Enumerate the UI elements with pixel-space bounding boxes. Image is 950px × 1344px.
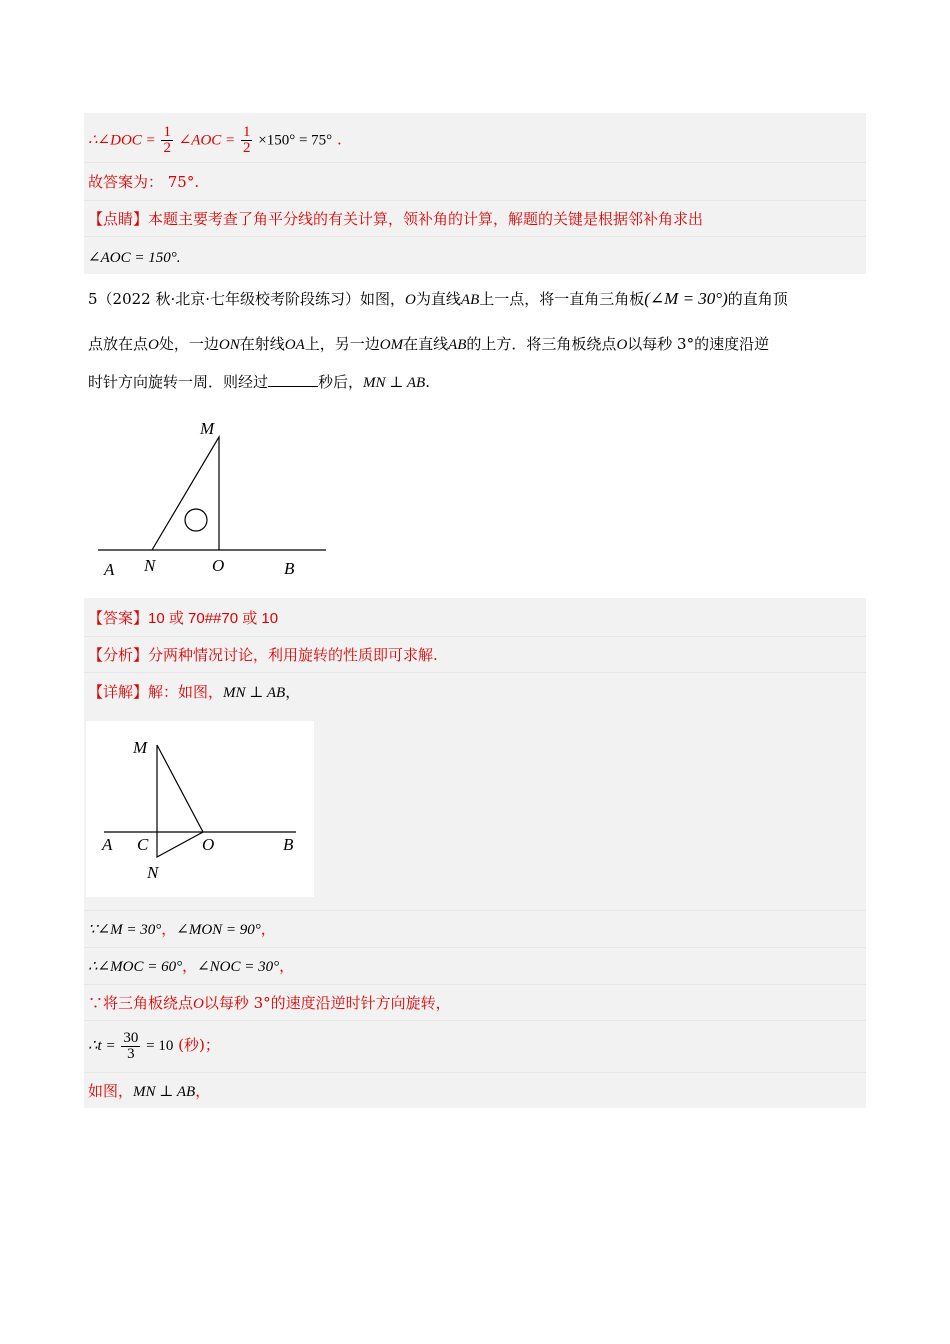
label-n: N <box>147 863 159 882</box>
label-a: A <box>102 835 113 854</box>
answer-blank[interactable] <box>268 372 318 387</box>
label-m: M <box>133 738 148 757</box>
step-3: ∵将三角板绕点O以每秒 3°的速度沿逆时针方向旋转， <box>88 994 451 1012</box>
step-4: ∴t = $\frac{30}{3}$ = 10 (秒)； <box>88 1029 220 1062</box>
divider <box>84 162 866 163</box>
step-1: ∵∠M = 30°，∠MON = 90°， <box>88 920 276 938</box>
label-o: O <box>202 835 215 854</box>
figure-rotated-triangle <box>86 721 314 897</box>
divider <box>84 1020 866 1021</box>
label-c: C <box>137 835 149 854</box>
step-5: 如图，MN ⊥ AB， <box>88 1082 211 1100</box>
label-b: B <box>283 835 294 854</box>
figure-triangle-ruler <box>90 415 335 585</box>
divider <box>84 947 866 948</box>
divider <box>84 984 866 985</box>
label-n: N <box>144 556 156 575</box>
fraction-30-3: $\frac{30}{3}$ <box>123 1029 139 1062</box>
question-line-1: 5（2022 秋·北京·七年级校考阶段练习）如图，O为直线AB上一点，将一直角三角板(∠M = 30°)的直角顶 <box>88 289 788 308</box>
divider <box>84 1072 866 1073</box>
divider <box>84 200 866 201</box>
fraction-half: $\frac{1}{2}$ <box>163 124 171 156</box>
question-number: 5 <box>88 290 98 308</box>
detail-line: 【详解】解：如图，MN ⊥ AB， <box>88 683 301 701</box>
analysis-line: 【分析】分两种情况讨论，利用旋转的性质即可求解. <box>88 646 438 664</box>
solution-line-doc: ∴∠DOC = $\frac{1}{2}$ ∠AOC = $\frac{1}{2}$ ×150° = 75° . <box>88 124 342 156</box>
question-line-2: 点放在点O处，一边ON在射线OA上，另一边OM在直线AB的上方．将三角板绕点O以每秒 3°的速度沿逆 <box>88 335 770 353</box>
step-2: ∴∠MOC = 60°，∠NOC = 30°， <box>88 957 295 975</box>
divider <box>84 236 866 237</box>
triangle-ruler <box>152 437 219 550</box>
rotated-triangle <box>157 745 203 857</box>
divider <box>84 636 866 637</box>
final-answer-line: 故答案为： 75°. <box>88 173 200 191</box>
fraction-half: $\frac{1}{2}$ <box>242 124 251 156</box>
label-o: O <box>212 556 225 575</box>
answer-line: 【答案】10 或 70##70 或 10 <box>88 609 279 627</box>
divider <box>84 672 866 673</box>
comment-line-math: ∠AOC = 150°. <box>88 250 181 266</box>
label-a: A <box>104 560 115 579</box>
label-b: B <box>284 559 295 578</box>
comment-line: 【点睛】本题主要考查了角平分线的有关计算，领补角的计算，解题的关键是根据邻补角求出 <box>88 210 704 228</box>
question-source: （2022 秋·北京·七年级校考阶段练习） <box>97 290 361 308</box>
ruler-hole <box>185 509 207 531</box>
divider <box>84 910 866 911</box>
label-m: M <box>200 419 215 438</box>
question-line-3: 时针方向旋转一周．则经过 秒后，MN ⊥ AB. <box>88 373 430 391</box>
